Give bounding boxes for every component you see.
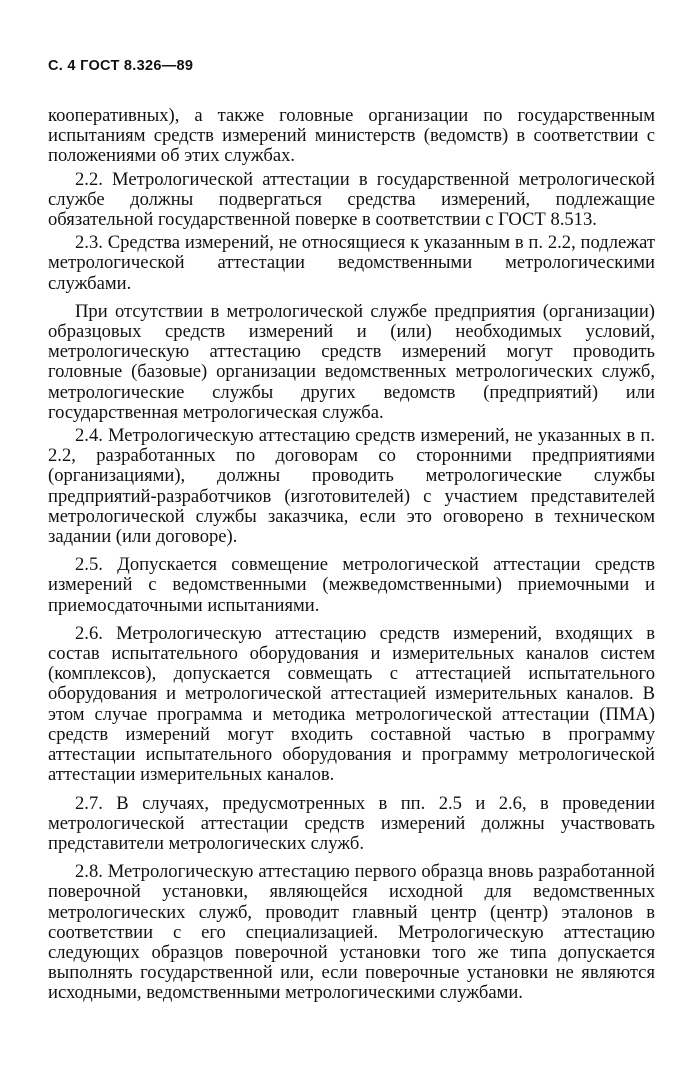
- document-page: [48, 0, 655, 1087]
- paragraph-2-6: 2.6. Метрологическую аттестацию средств измерений, входящих в состав испытательного оборудования и измерительных каналов систем (комплексов), допускается совмещать с аттестацией испытательного оборудования и метрологической аттестацией измерительных каналов. В этом случае программа и методика метрологической аттестации (ПМА) средств измерений могут входить составной частью в программу аттестации испытательного оборудования и программу метрологической аттестации измерительных каналов.: [48, 622, 655, 786]
- paragraph-2-3-continued: При отсутствии в метрологической службе предприятия (организации) образцовых средств измерений и (или) необходимых условий, метрологическую аттестацию средств измерений могут проводить головные (базовые) организации ведомственных метрологических служб, метрологические службы других ведомств (предприятий) или государственная метрологическая служба.: [48, 300, 655, 423]
- document-body: [48, 106, 655, 1004]
- paragraph-2-7: 2.7. В случаях, предусмотренных в пп. 2.5 и 2.6, в проведении метрологической аттестации средств измерений должны участвовать представители метрологических служб.: [48, 792, 655, 854]
- paragraph-2-8: 2.8. Метрологическую аттестацию первого образца вновь разработанной поверочной установки, являющейся исходной для ведомственных метрологических служб, проводит главный центр (центр) эталонов в соответствии с его специализацией. Метрологическую аттестацию следующих образцов поверочной установки того же типа допускается выполнять государственной или, если поверочные установки не являются исходными, ведомственными метрологическими службами.: [48, 861, 655, 1004]
- paragraph-2-2: 2.2. Метрологической аттестации в государственной метрологической службе должны подвергаться средства измерений, подлежащие обязательной государственной поверке в соответствии с ГОСТ 8.513.: [48, 168, 655, 231]
- page-header: С. 4 ГОСТ 8.326—89: [48, 58, 194, 74]
- paragraph-2-3: 2.3. Средства измерений, не относящиеся к указанным в п. 2.2, подлежат метрологической аттестации ведомственными метрологическими службами.: [48, 232, 655, 294]
- paragraph-continuation: кооперативных), а также головные организации по государственным испытаниям средств измерений министерств (ведомств) в соответствии с положениями об этих службах.: [48, 105, 655, 167]
- paragraph-2-4: 2.4. Метрологическую аттестацию средств измерений, не указанных в п. 2.2, разработанных по договорам со сторонними предприятиями (организациями), должны проводить метрологические службы предприятий-разработчиков (изготовителей) с участием представителей метрологической службы заказчика, если это оговорено в техническом задании (или договоре).: [48, 425, 655, 548]
- paragraph-2-5: 2.5. Допускается совмещение метрологической аттестации средств измерений с ведомственными (межведомственными) приемочными и приемосдаточными испытаниями.: [48, 554, 655, 616]
